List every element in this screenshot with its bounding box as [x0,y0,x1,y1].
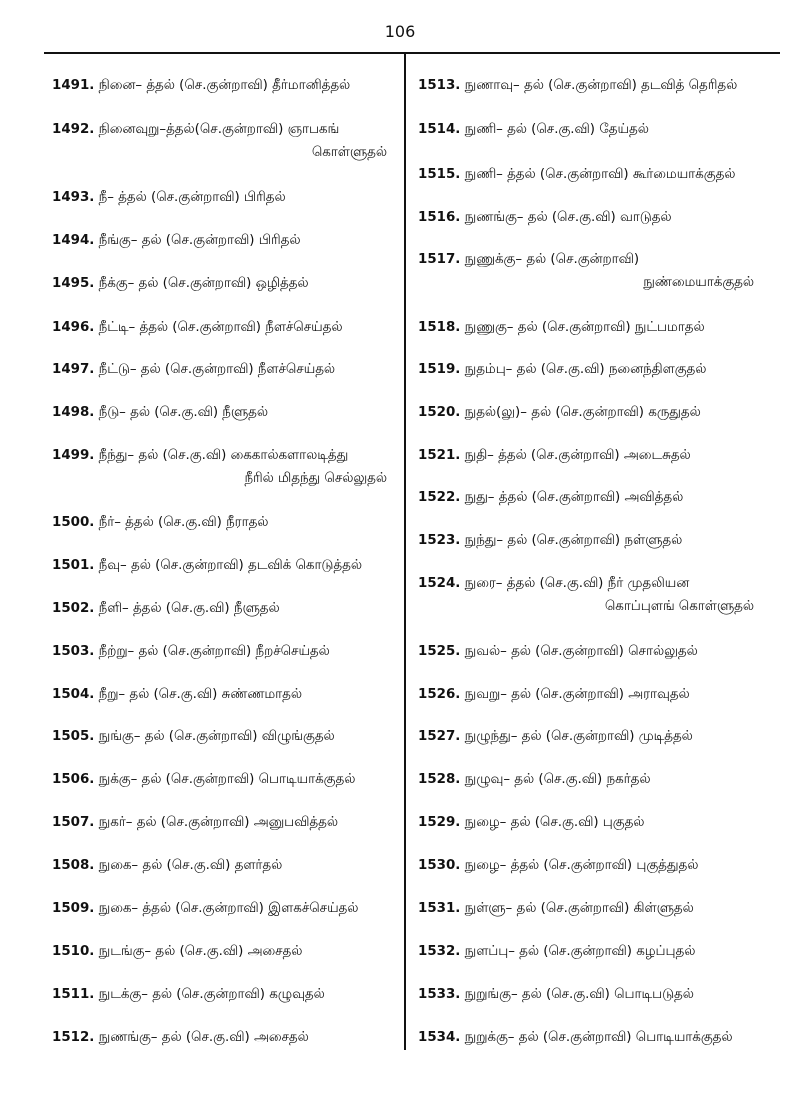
entry-number: 1505. [52,729,95,744]
entry-text: நுழுந்து– தல் (செ.குன்றாவி) முடித்தல் [464,729,693,744]
dictionary-entry [52,74,350,97]
dictionary-entry [52,1026,309,1049]
dictionary-entry [418,486,683,509]
dictionary-entry [52,186,286,209]
entry-text: நுதி– த்தல் (செ.குன்றாவி) அடைசுதல் [464,448,691,463]
entry-number: 1519. [418,362,461,377]
entry-text: நுங்கு– தல் (செ.குன்றாவி) விழுங்குதல் [98,729,335,744]
dictionary-entry [52,983,325,1006]
entry-number: 1509. [52,901,95,916]
dictionary-entry [52,316,342,339]
entry-text: நுகை– த்தல் (செ.குன்றாவி) இளகச்செய்தல் [98,901,359,916]
dictionary-entry [418,163,735,186]
dictionary-entry [52,511,268,534]
dictionary-entry [418,1026,733,1049]
dictionary-entry [418,248,754,294]
entry-number: 1525. [418,644,461,659]
entry-number: 1531. [418,901,461,916]
dictionary-entry [52,854,282,877]
dictionary-entry [52,640,330,663]
entry-text: நினை– த்தல் (செ.குன்றாவி) தீர்மானித்தல் [98,78,351,93]
entry-number: 1533. [418,987,461,1002]
entry-number: 1529. [418,815,461,830]
entry-number: 1518. [418,320,461,335]
dictionary-entry [52,554,362,577]
entry-text: நுழை– தல் (செ.கு.வி) புகுதல் [464,815,645,830]
entry-text: நுணுகு– தல் (செ.குன்றாவி) நுட்பமாதல் [464,320,705,335]
dictionary-entry [52,444,387,490]
entry-text: நுடக்கு– தல் (செ.குன்றாவி) கழுவுதல் [98,987,325,1002]
top-rule [44,52,780,54]
entry-number: 1523. [418,533,461,548]
dictionary-entry [418,811,644,834]
entry-text: நீட்டு– தல் (செ.குன்றாவி) நீளச்செய்தல் [98,362,336,377]
entry-continuation: கொள்ளுதல் [311,145,387,160]
entry-number: 1511. [52,987,95,1002]
dictionary-entry [418,572,754,618]
entry-text: நுணி– தல் (செ.கு.வி) தேய்தல் [464,122,649,137]
entry-continuation: கொப்புளங் கொள்ளுதல் [604,599,754,614]
entry-number: 1491. [52,78,95,93]
entry-number: 1500. [52,515,95,530]
entry-text: நுவல்– தல் (செ.குன்றாவி) சொல்லுதல் [464,644,698,659]
entry-text: நீடு– தல் (செ.கு.வி) நீளுதல் [98,405,269,420]
entry-text: நுதம்பு– தல் (செ.கு.வி) நனைந்திளகுதல் [464,362,707,377]
entry-text: நுணங்கு– தல் (செ.கு.வி) வாடுதல் [464,210,672,225]
entry-text: நீற்று– தல் (செ.குன்றாவி) நீறச்செய்தல் [98,644,330,659]
entry-continuation: நுண்மையாக்குதல் [643,275,754,290]
entry-number: 1516. [418,210,461,225]
dictionary-entry [52,229,300,252]
dictionary-entry [418,358,706,381]
dictionary-entry [418,118,649,141]
dictionary-entry [418,316,705,339]
dictionary-entry [418,206,672,229]
dictionary-entry [52,118,387,164]
entry-text: நுகை– தல் (செ.கு.வி) தளர்தல் [98,858,283,873]
entry-text: நீறு– தல் (செ.கு.வி) சுண்ணமாதல் [98,687,302,702]
entry-number: 1530. [418,858,461,873]
entry-number: 1497. [52,362,95,377]
entry-number: 1506. [52,772,95,787]
dictionary-entry [418,768,650,791]
entry-number: 1492. [52,122,95,137]
entry-number: 1517. [418,252,461,267]
entry-number: 1507. [52,815,95,830]
dictionary-entry [52,272,309,295]
entry-text: நினைவுறு–த்தல்(செ.குன்றாவி) ஞாபகங் [98,122,340,137]
dictionary-entry [418,940,695,963]
entry-number: 1520. [418,405,461,420]
dictionary-entry [52,768,355,791]
entry-number: 1528. [418,772,461,787]
entry-text: நுணி– த்தல் (செ.குன்றாவி) கூர்மையாக்குதல் [464,167,736,182]
entry-text: நுவறு– தல் (செ.குன்றாவி) அராவுதல் [464,687,690,702]
entry-text: நுடங்கு– தல் (செ.கு.வி) அசைதல் [98,944,303,959]
entry-text: நுது– த்தல் (செ.குன்றாவி) அவித்தல் [464,490,684,505]
entry-number: 1526. [418,687,461,702]
entry-number: 1512. [52,1030,95,1045]
entry-text: நுதல்(லு)– தல் (செ.குன்றாவி) கருதுதல் [464,405,701,420]
dictionary-entry [52,597,280,620]
entry-number: 1514. [418,122,461,137]
dictionary-entry [52,725,335,748]
dictionary-entry [52,897,358,920]
entry-text: நுணாவு– தல் (செ.குன்றாவி) தடவித் தெரிதல் [464,78,738,93]
dictionary-entry [418,983,694,1006]
page-number: 106 [384,22,416,41]
dictionary-entry [52,811,338,834]
entry-text: நீ– த்தல் (செ.குன்றாவி) பிரிதல் [98,190,286,205]
entry-number: 1495. [52,276,95,291]
entry-number: 1513. [418,78,461,93]
entry-number: 1510. [52,944,95,959]
entry-text: நீக்கு– தல் (செ.குன்றாவி) ஒழித்தல் [98,276,309,291]
entry-number: 1532. [418,944,461,959]
entry-text: நீங்கு– தல் (செ.குன்றாவி) பிரிதல் [98,233,301,248]
dictionary-entry [418,74,737,97]
entry-number: 1508. [52,858,95,873]
entry-text: நுறுங்கு– தல் (செ.கு.வி) பொடிபடுதல் [464,987,694,1002]
entry-number: 1521. [418,448,461,463]
entry-text: நீட்டி– த்தல் (செ.குன்றாவி) நீளச்செய்தல் [98,320,343,335]
dictionary-entry [52,940,302,963]
dictionary-entry [52,401,268,424]
entry-text: நுரை– த்தல் (செ.கு.வி) நீர் முதலியன [464,576,690,591]
entry-number: 1527. [418,729,461,744]
entry-text: நீளி– த்தல் (செ.கு.வி) நீளுதல் [98,601,280,616]
dictionary-entry [418,683,690,706]
entry-text: நுள்ளு– தல் (செ.குன்றாவி) கிள்ளுதல் [464,901,694,916]
entry-number: 1503. [52,644,95,659]
entry-number: 1501. [52,558,95,573]
entry-text: நுணுக்கு– தல் (செ.குன்றாவி) [464,252,640,267]
entry-text: நுந்து– தல் (செ.குன்றாவி) நள்ளுதல் [464,533,683,548]
entry-number: 1498. [52,405,95,420]
entry-text: நுக்கு– தல் (செ.குன்றாவி) பொடியாக்குதல் [98,772,356,787]
entry-text: நீந்து– தல் (செ.கு.வி) கைகால்களாலடித்து [98,448,349,463]
dictionary-entry [418,401,701,424]
dictionary-entry [52,358,335,381]
entry-number: 1522. [418,490,461,505]
entry-number: 1504. [52,687,95,702]
entry-text: நுறுக்கு– தல் (செ.குன்றாவி) பொடியாக்குதல் [464,1030,733,1045]
entry-text: நுணங்கு– தல் (செ.கு.வி) அசைதல் [98,1030,309,1045]
dictionary-entry [418,640,698,663]
entry-number: 1515. [418,167,461,182]
entry-number: 1493. [52,190,95,205]
entry-text: நுழுவு– தல் (செ.கு.வி) நகர்தல் [464,772,651,787]
dictionary-entry [418,897,694,920]
dictionary-entry [52,683,302,706]
column-divider [404,52,406,1050]
entry-number: 1502. [52,601,95,616]
entry-continuation: நீரில் மிதந்து செல்லுதல் [244,471,387,486]
entry-number: 1524. [418,576,461,591]
entry-text: நுழை– த்தல் (செ.குன்றாவி) புகுத்துதல் [464,858,699,873]
dictionary-entry [418,854,698,877]
entry-number: 1494. [52,233,95,248]
dictionary-entry [418,529,682,552]
entry-number: 1496. [52,320,95,335]
entry-text: நீர்– த்தல் (செ.கு.வி) நீராதல் [98,515,269,530]
dictionary-entry [418,444,691,467]
dictionary-entry [418,725,693,748]
entry-number: 1534. [418,1030,461,1045]
entry-text: நுளப்பு– தல் (செ.குன்றாவி) கழப்புதல் [464,944,696,959]
entry-number: 1499. [52,448,95,463]
entry-text: நுகர்– தல் (செ.குன்றாவி) அனுபவித்தல் [98,815,338,830]
entry-text: நீவு– தல் (செ.குன்றாவி) தடவிக் கொடுத்தல் [98,558,362,573]
